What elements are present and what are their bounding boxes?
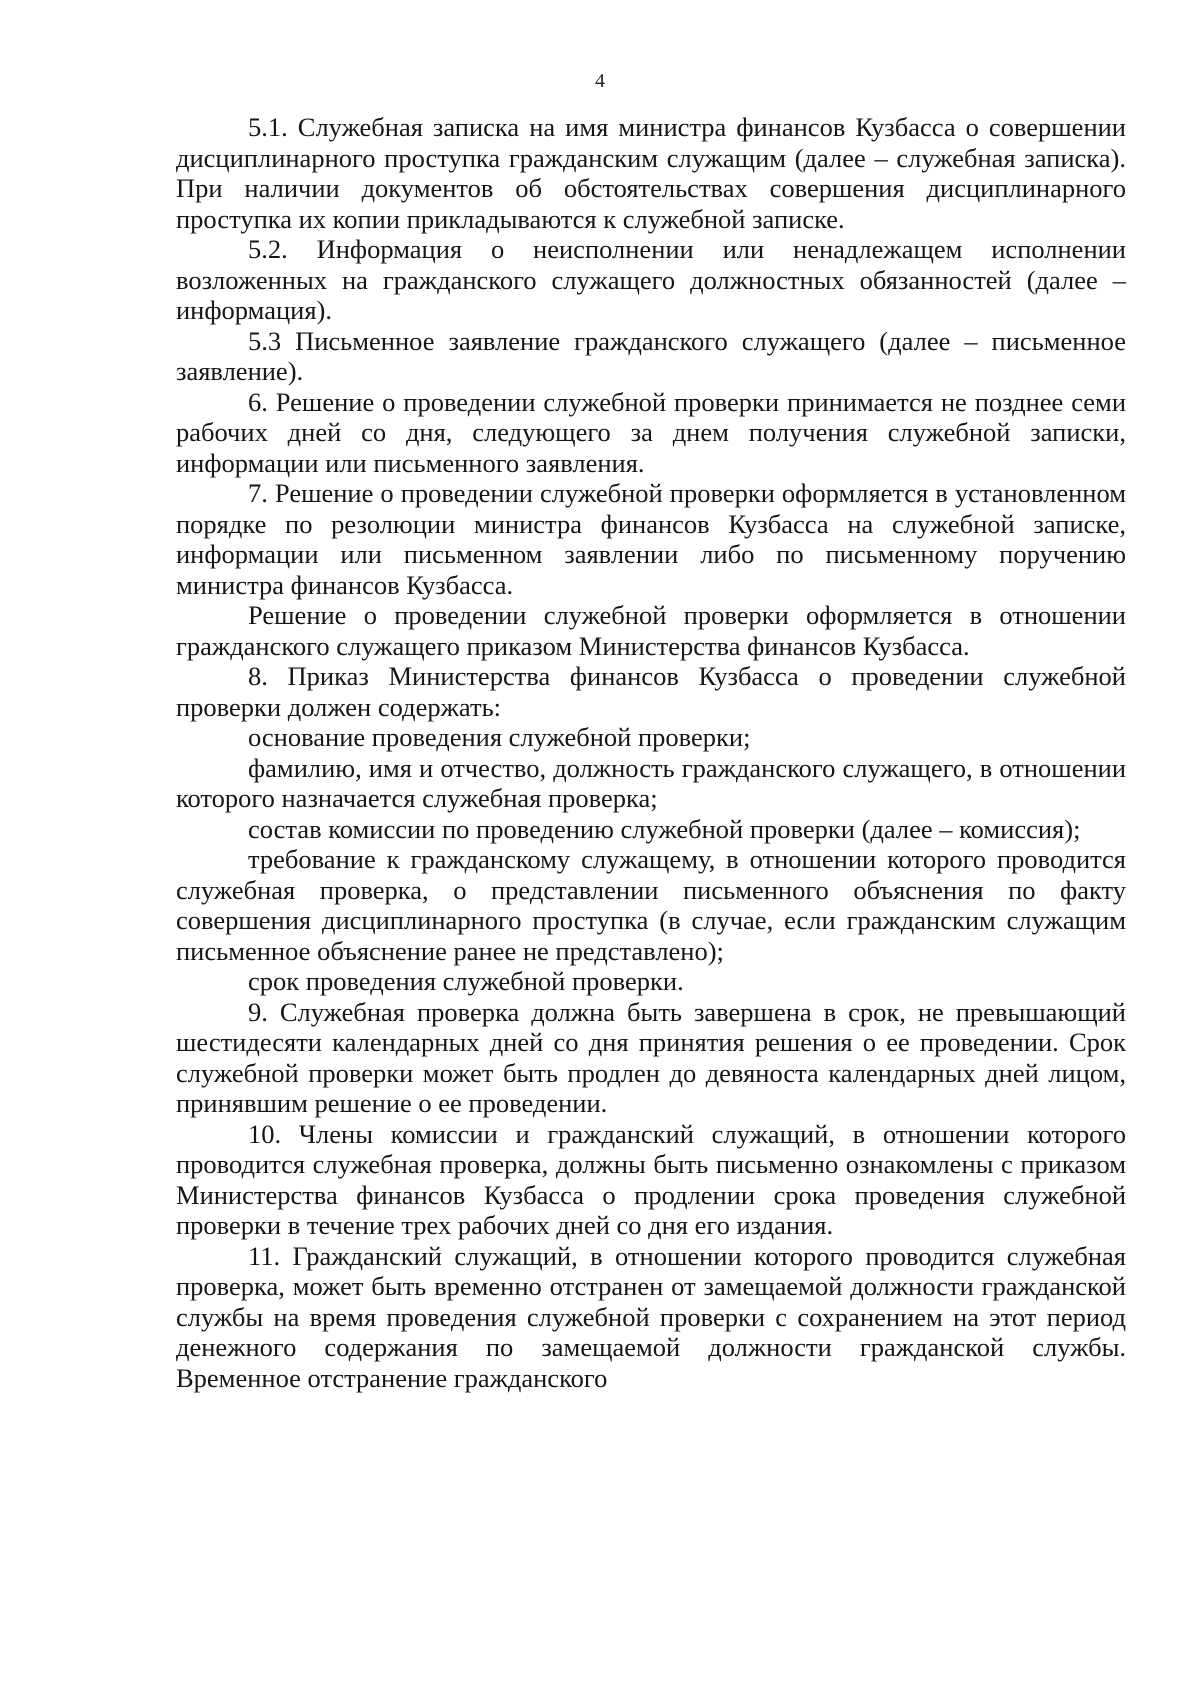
- paragraph-5-2: 5.2. Информация о неисполнении или ненадлежащем исполнении возложенных на гражданского служащего должностных обязанностей (далее – информация).: [176, 234, 1126, 325]
- paragraph-7: 7. Решение о проведении служебной проверки оформляется в установленном порядке по резолюции министра финансов Кузбасса на служебной записке, информации или письменном заявлении либо по письменному поручению министра финансов Кузбасса.: [176, 478, 1126, 600]
- paragraph-8: 8. Приказ Министерства финансов Кузбасса о проведении служебной проверки должен содержать:: [176, 661, 1126, 722]
- paragraph-7-decision: Решение о проведении служебной проверки оформляется в отношении гражданского служащего приказом Министерства финансов Кузбасса.: [176, 600, 1126, 661]
- paragraph-8-item-term: срок проведения служебной проверки.: [248, 966, 684, 996]
- paragraph-11: 11. Гражданский служащий, в отношении которого проводится служебная проверка, может быть временно отстранен от замещаемой должности гражданской службы на время проведения служебной проверки с сохранением на этот период денежного содержания по замещаемой должности гражданской службы. Временное отстранение гражданского: [176, 1240, 1126, 1393]
- paragraph-5-1: 5.1. Служебная записка на имя министра финансов Кузбасса о совершении дисциплинарного проступка гражданским служащим (далее – служебная записка). При наличии документов об обстоятельствах совершения дисциплинарного проступка их копии прикладываются к служебной записке.: [176, 112, 1126, 234]
- paragraph-8-item-basis: основание проведения служебной проверки;: [248, 722, 751, 752]
- document-body: [176, 112, 1126, 1393]
- paragraph-8-item-requirement: требование к гражданскому служащему, в отношении которого проводится служебная проверка, о представлении письменного объяснения по факту совершения дисциплинарного проступка (в случае, если гражданским служащим письменное объяснение ранее не представлено);: [176, 844, 1126, 966]
- paragraph-6: 6. Решение о проведении служебной проверки принимается не позднее семи рабочих дней со дня, следующего за днем получения служебной записки, информации или письменного заявления.: [176, 386, 1126, 478]
- paragraph-10: 10. Члены комиссии и гражданский служащий, в отношении которого проводится служебная проверка, должны быть письменно ознакомлены с приказом Министерства финансов Кузбасса о продлении срока проведения служебной проверки в течение трех рабочих дней со дня его издания.: [176, 1118, 1126, 1240]
- paragraph-8-item-name: фамилию, имя и отчество, должность гражданского служащего, в отношении которого назначается служебная проверка;: [176, 752, 1126, 813]
- paragraph-8-item-commission: состав комиссии по проведению служебной проверки (далее – комиссия);: [248, 813, 1081, 844]
- paragraph-9: 9. Служебная проверка должна быть завершена в срок, не превышающий шестидесяти календарных дней со дня принятия решения о ее проведении. Срок служебной проверки может быть продлен до девяноста календарных дней лицом, принявшим решение о ее проведении.: [176, 996, 1126, 1118]
- page-number: 4: [595, 70, 605, 92]
- paragraph-5-3: 5.3 Письменное заявление гражданского служащего (далее – письменное заявление).: [176, 325, 1126, 386]
